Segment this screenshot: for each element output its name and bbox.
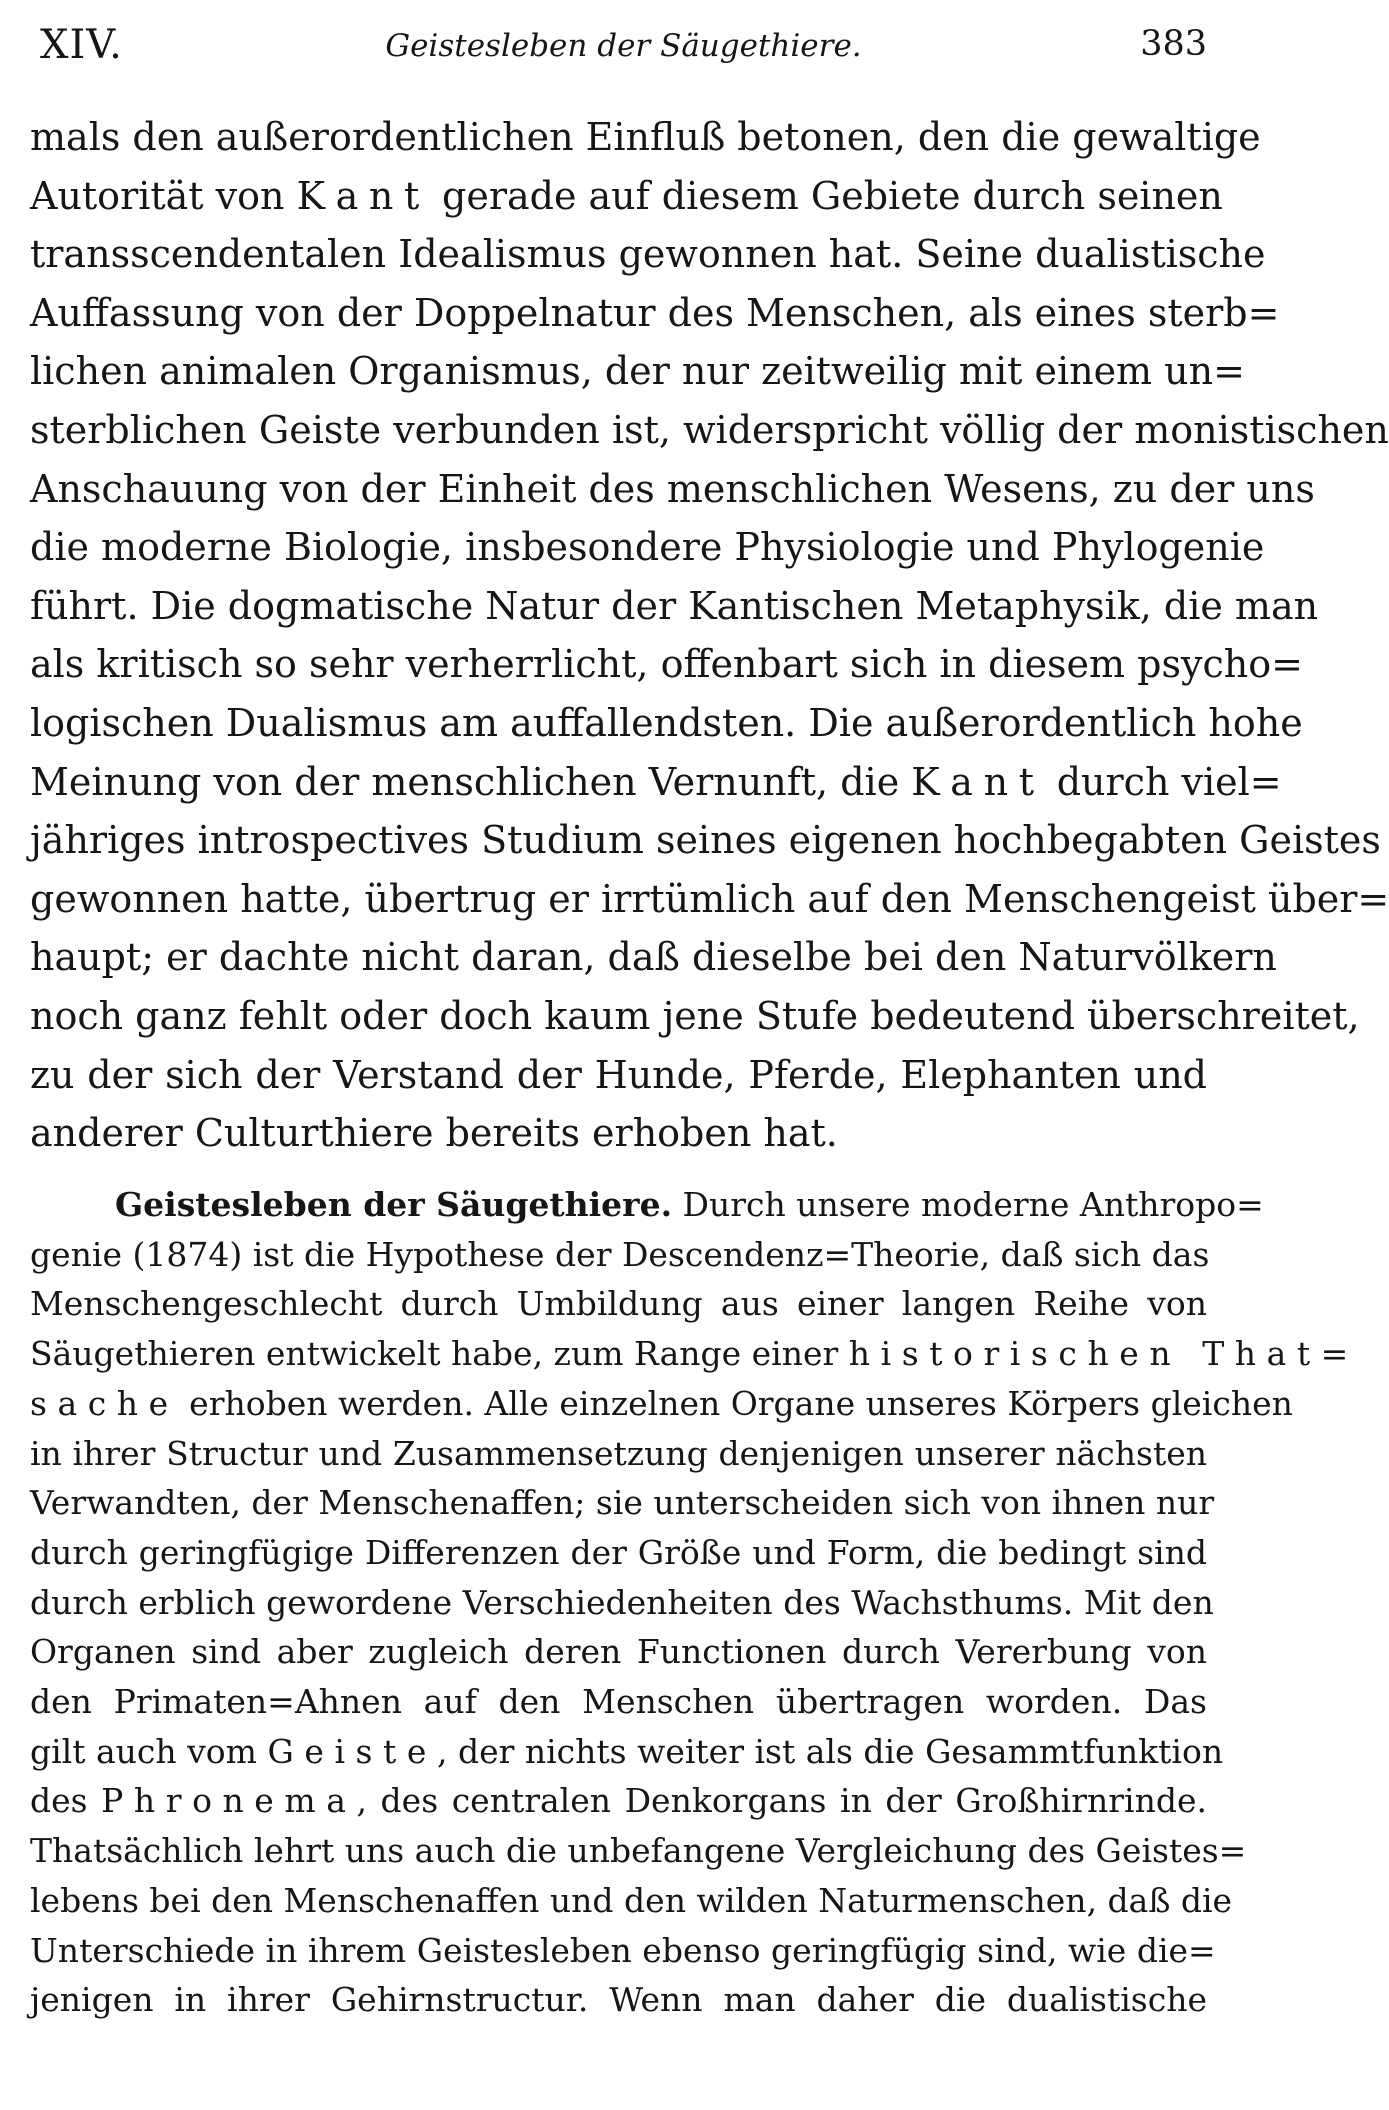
text-line: Verwandten, der Menschenaffen; sie unterscheiden sich von ihnen nur	[30, 1483, 1215, 1523]
text-line: durch geringfügige Differenzen der Größe und Form, die bedingt sind	[30, 1532, 1207, 1572]
text-line: zu der sich der Verstand der Hunde, Pferde, Elephanten und	[30, 1052, 1207, 1097]
text-line: jenigen in ihrer Gehirnstructur. Wenn man daher die dualistische	[30, 1980, 1207, 2020]
text-line: haupt; er dachte nicht daran, daß dieselbe bei den Naturvölkern	[30, 935, 1277, 980]
emphasis-geiste: Geiste	[267, 1731, 437, 1771]
text-line: sache erhoben werden. Alle einzelnen Organe unseres Körpers gleichen	[30, 1383, 1293, 1423]
text-line: in ihrer Structur und Zusammensetzung denjenigen unserer nächsten	[30, 1433, 1207, 1473]
text-line: die moderne Biologie, insbesondere Physiologie und Phylogenie	[30, 525, 1265, 570]
text-line: als kritisch so sehr verherrlicht, offenbart sich in diesem psycho=	[30, 642, 1303, 687]
running-header	[40, 18, 1207, 78]
running-title: Geistesleben der Säugethiere.	[385, 28, 862, 64]
text-line: noch ganz fehlt oder doch kaum jene Stufe bedeutend überschreitet,	[30, 993, 1360, 1038]
text-line: den Primaten=Ahnen auf den Menschen übertragen worden. Das	[30, 1682, 1207, 1722]
text-line: führt. Die dogmatische Natur der Kantischen Metaphysik, die man	[30, 583, 1319, 628]
emphasis-phronema: Phronema	[101, 1781, 357, 1821]
text-line: gilt auch vom Geiste, der nichts weiter ist als die Gesammtfunktion	[30, 1731, 1224, 1771]
text-line: Thatsächlich lehrt uns auch die unbefangene Vergleichung des Geistes=	[30, 1831, 1247, 1871]
emphasis-kant: Kant	[296, 173, 430, 218]
chapter-number: XIV.	[40, 22, 123, 68]
emphasis-historischen: historischen That=	[848, 1334, 1359, 1374]
text-line: transscendentalen Idealismus gewonnen hat. Seine dualistische	[30, 232, 1266, 277]
text-line: anderer Culturthiere bereits erhoben hat.	[30, 1111, 838, 1156]
text-line: Autorität von Kant gerade auf diesem Gebiete durch seinen	[30, 173, 1223, 218]
text-line: Säugethieren entwickelt habe, zum Range einer historischen That=	[30, 1334, 1359, 1374]
text-line: Geistesleben der Säugethiere. Durch unsere moderne Anthropo=	[115, 1185, 1264, 1224]
section-heading: Geistesleben der Säugethiere.	[115, 1185, 673, 1224]
text-line: genie (1874) ist die Hypothese der Descendenz=Theorie, daß sich das	[30, 1234, 1210, 1274]
text-line: sterblichen Geiste verbunden ist, widerspricht völlig der monistischen	[30, 407, 1389, 452]
text-line: Unterschiede in ihrem Geistesleben ebenso geringfügig sind, wie die=	[30, 1930, 1216, 1970]
text-line: des Phronema, des centralen Denkorgans in der Großhirnrinde.	[30, 1781, 1207, 1821]
page-number: 383	[1140, 24, 1207, 64]
emphasis-sache: sache	[30, 1383, 179, 1423]
text-line: Menschengeschlecht durch Umbildung aus einer langen Reihe von	[30, 1284, 1207, 1324]
paragraph-kant-dualism	[30, 108, 1389, 1163]
text-line: logischen Dualismus am auffallendsten. Die außerordentlich hohe	[30, 700, 1303, 745]
text-line: Meinung von der menschlichen Vernunft, die Kant durch viel=	[30, 759, 1282, 804]
text-line: lichen animalen Organismus, der nur zeitweilig mit einem un=	[30, 349, 1245, 394]
text-line: lebens bei den Menschenaffen und den wilden Naturmenschen, daß die	[30, 1880, 1233, 1920]
text-line: jähriges introspectives Studium seines eigenen hochbegabten Geistes	[30, 818, 1381, 863]
paragraph-geistesleben	[30, 1180, 1359, 2025]
text-line: Anschauung von der Einheit des menschlichen Wesens, zu der uns	[30, 466, 1315, 511]
emphasis-kant: Kant	[911, 759, 1045, 804]
text-line: Organen sind aber zugleich deren Functionen durch Vererbung von	[30, 1632, 1207, 1672]
text-line: durch erblich gewordene Verschiedenheiten des Wachsthums. Mit den	[30, 1582, 1214, 1622]
text-line: Auffassung von der Doppelnatur des Menschen, als eines sterb=	[30, 290, 1280, 335]
text-line: mals den außerordentlichen Einfluß betonen, den die gewaltige	[30, 115, 1261, 159]
text-line: gewonnen hatte, übertrug er irrtümlich auf den Menschengeist über=	[30, 876, 1389, 921]
